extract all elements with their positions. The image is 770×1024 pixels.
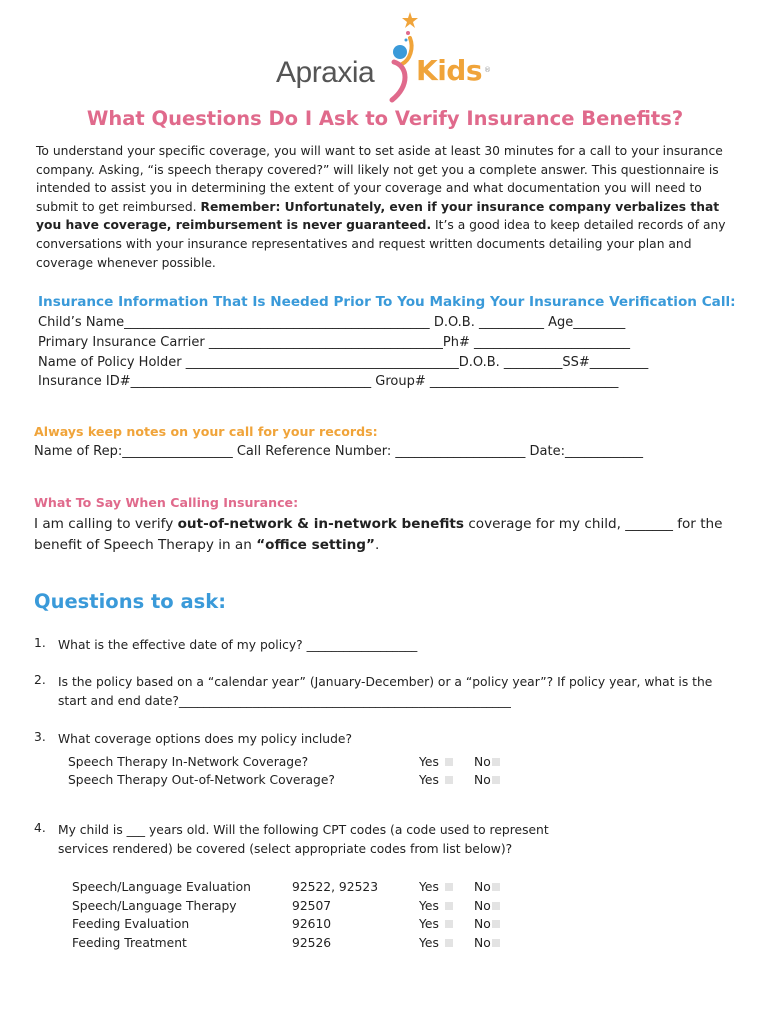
cpt-row-no[interactable] [474,936,500,950]
questions-heading: Questions to ask: [34,590,227,613]
q3-row-no[interactable] [474,755,500,769]
yes-label: Yes [419,936,439,950]
yes-checkbox[interactable] [445,758,453,766]
policy-holder-line[interactable]: Name of Policy Holder __________________________________________D.O.B. _________SS#_________ [38,355,649,370]
yes-label: Yes [419,773,439,787]
cpt-row-no[interactable] [474,917,500,931]
q3-row-no[interactable] [474,773,500,787]
no-checkbox[interactable] [492,920,500,928]
cpt-row-yes[interactable] [419,899,453,913]
no-checkbox[interactable] [492,902,500,910]
say-pre: I am calling to verify [34,516,178,532]
yes-label: Yes [419,755,439,769]
logo-word-apraxia: Apraxia [276,56,375,89]
say-office-setting: “office setting” [256,537,375,553]
say-heading: What To Say When Calling Insurance: [34,495,299,510]
yes-label: Yes [419,880,439,894]
q3-row-yes[interactable] [419,755,453,769]
no-checkbox[interactable] [492,939,500,947]
q3-text: What coverage options does my policy include? [58,732,352,746]
info-heading: Insurance Information That Is Needed Prior To You Making Your Insurance Verification Call: [38,294,736,310]
no-checkbox[interactable] [492,883,500,891]
q4-text[interactable]: My child is ___ years old. Will the following CPT codes (a code used to represent services rendered) be covered (select appropriate codes from list below)? [58,823,549,856]
intro-paragraph [36,142,736,272]
yes-checkbox[interactable] [445,883,453,891]
cpt-row-label: Feeding Treatment [72,936,187,950]
no-label: No [474,899,491,913]
q3-row-label: Speech Therapy Out-of-Network Coverage? [68,773,335,787]
cpt-row-code: 92507 [292,899,332,913]
no-label: No [474,755,491,769]
q4-number: 4. [34,821,46,835]
cpt-row-label: Speech/Language Therapy [72,899,237,913]
intro-remember: Remember: Unfortunately, even if your insurance company verbalizes that you have coverage, reimbursement is never guaranteed. [36,199,720,233]
yes-checkbox[interactable] [445,939,453,947]
cpt-row-label: Feeding Evaluation [72,917,190,931]
cpt-row-yes[interactable] [419,936,453,950]
cpt-row-code: 92522, 92523 [292,880,379,894]
cpt-row-no[interactable] [474,899,500,913]
q1-number: 1. [34,636,46,650]
rep-reference-date-line[interactable]: Name of Rep:_________________ Call Reference Number: ____________________ Date:____________ [34,444,643,459]
child-name-line[interactable]: Child’s Name_______________________________________________ D.O.B. __________ Age________ [38,315,626,330]
logo-registered-mark: ® [484,66,491,74]
q1-text[interactable]: What is the effective date of my policy? __________________ [58,638,418,652]
cpt-row-label: Speech/Language Evaluation [72,880,251,894]
yes-checkbox[interactable] [445,902,453,910]
no-label: No [474,880,491,894]
intro-text-1: To understand your specific coverage, you will want to set aside at least 30 minutes for a call to your insurance company. Asking, “is speech therapy covered?” will likely not get you a complete answer. This questionnaire is intended to assist you in determining the extent of your coverage and what documentation you will need to submit to get reimbursed. [36,144,723,214]
no-label: No [474,773,491,787]
page-title: What Questions Do I Ask to Verify Insurance Benefits? [86,107,684,130]
q3-row-label: Speech Therapy In-Network Coverage? [68,755,309,769]
yes-checkbox[interactable] [445,776,453,784]
say-mid: coverage for my child, _______ for the benefit of Speech Therapy in an [34,516,723,553]
yes-label: Yes [419,917,439,931]
logo-word-kids: Kids [416,54,483,87]
cpt-row-code: 92610 [292,917,332,931]
q2-number: 2. [34,673,46,687]
intro-text-2: It’s a good idea to keep detailed records of any conversations with your insurance representatives and request written documents detailing your plan and coverage whenever possible. [36,218,726,270]
cpt-row-yes[interactable] [419,917,453,931]
q2-text[interactable]: Is the policy based on a “calendar year” (January-December) or a “policy year”? If policy year, what is the start and end date?______________________________________________________ [58,675,713,708]
say-script [34,514,744,556]
insurance-id-line[interactable]: Insurance ID#_____________________________________ Group# _____________________________ [38,374,619,389]
cpt-row-yes[interactable] [419,880,453,894]
say-benefits: out-of-network & in-network benefits [177,516,465,532]
cpt-row-code: 92526 [292,936,332,950]
q3-number: 3. [34,730,46,744]
notes-heading: Always keep notes on your call for your records: [34,424,378,439]
say-post: . [374,537,380,553]
q3-row-yes[interactable] [419,773,453,787]
cpt-row-no[interactable] [474,880,500,894]
no-label: No [474,936,491,950]
no-checkbox[interactable] [492,758,500,766]
no-label: No [474,917,491,931]
yes-label: Yes [419,899,439,913]
no-checkbox[interactable] [492,776,500,784]
yes-checkbox[interactable] [445,920,453,928]
insurance-carrier-line[interactable]: Primary Insurance Carrier ____________________________________Ph# ________________________ [38,335,630,350]
